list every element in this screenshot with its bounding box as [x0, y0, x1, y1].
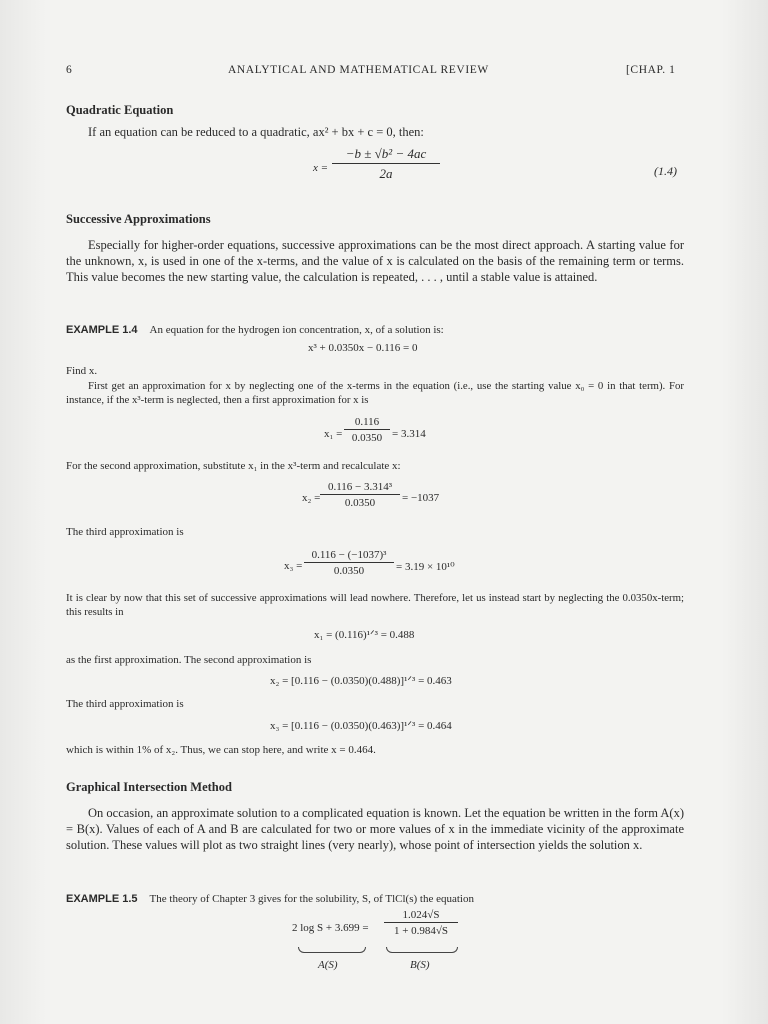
solubility-lhs: 2 log S + 3.699 = — [292, 922, 369, 934]
example-1-5-heading — [66, 889, 474, 907]
x2-numerator: 0.116 − 3.314³ — [320, 481, 400, 495]
right-underbrace — [386, 947, 458, 953]
x2-lhs: x₂ = — [302, 492, 321, 504]
alt-x3-equation: x₃ = [0.116 − (0.0350)(0.463)]¹ᐟ³ = 0.464 — [270, 720, 452, 732]
alt-x2-equation: x₂ = [0.116 − (0.0350)(0.488)]¹ᐟ³ = 0.463 — [270, 675, 452, 687]
x3-denominator: 0.0350 — [333, 565, 365, 577]
successive-paragraph: Especially for higher-order equations, successive approximations can be the most direct approach. A starting value for the unknown, x, is used in one of the x-terms, and the value of x is calculated on the basis of the remaining term or terms. This value becomes the new starting value, the calculation is repeated, . . . , until a stable value is attained. — [66, 238, 684, 285]
brace-label-b: B(S) — [410, 959, 430, 971]
quadratic-formula-fraction — [332, 146, 440, 182]
example-intro: An equation for the hydrogen ion concentration, x, of a solution is: — [149, 324, 444, 336]
page-number: 6 — [66, 64, 73, 76]
quadratic-lhs: x = — [313, 162, 329, 174]
example-1-4-heading — [66, 320, 444, 338]
x3-lhs: x₃ = — [284, 560, 303, 572]
find-x: Find x. — [66, 365, 98, 377]
solubility-numerator: 1.024√S — [384, 909, 458, 923]
alt-x1-equation: x₁ = (0.116)¹ᐟ³ = 0.488 — [314, 629, 415, 641]
graphical-paragraph: On occasion, an approximate solution to a complicated equation is known. Let the equation be written in the form A(x) = B(x). Values of each of A and B are calculated for two or more values of x in the immediate vicinity of the approximate solution. These values will plot as two straight lines (very nearly), whose point of intersection yields the solution x. — [66, 806, 684, 853]
quadratic-denominator: 2a — [379, 166, 393, 181]
x2-denominator: 0.0350 — [344, 497, 376, 509]
alt-first-text: as the first approximation. The second approximation is — [66, 654, 312, 666]
example-label: EXAMPLE 1.5 — [66, 893, 138, 905]
solubility-fraction — [384, 909, 458, 937]
x3-fraction — [304, 549, 394, 577]
left-underbrace — [298, 947, 366, 953]
x1-fraction — [344, 416, 390, 444]
running-title: ANALYTICAL AND MATHEMATICAL REVIEW — [228, 64, 489, 76]
solubility-denominator: 1 + 0.984√S — [393, 925, 449, 937]
section-heading-successive: Successive Approximations — [66, 212, 211, 226]
x3-rhs: = 3.19 × 10¹⁰ — [396, 561, 455, 573]
x3-numerator: 0.116 − (−1037)³ — [304, 549, 394, 563]
quadratic-intro: If an equation can be reduced to a quadratic, ax² + bx + c = 0, then: — [88, 125, 424, 139]
x2-fraction — [320, 481, 400, 509]
section-heading-quadratic: Quadratic Equation — [66, 103, 174, 117]
conclusion-text: which is within 1% of x₂. Thus, we can stop here, and write x = 0.464. — [66, 744, 376, 756]
chapter-label: [CHAP. 1 — [626, 64, 676, 76]
third-approximation-intro: The third approximation is — [66, 526, 184, 538]
quadratic-numerator: −b ± √b² − 4ac — [332, 146, 440, 164]
x2-rhs: = −1037 — [402, 492, 440, 504]
second-approximation-intro: For the second approximation, substitute x₁ in the x³-term and recalculate x: — [66, 460, 401, 472]
diverge-text: It is clear by now that this set of successive approximations will lead nowhere. Therefore, let us instead start by neglecting the 0.0350x-term; this results in — [66, 592, 684, 618]
brace-label-a: A(S) — [318, 959, 338, 971]
example-label: EXAMPLE 1.4 — [66, 324, 138, 336]
x1-numerator: 0.116 — [344, 416, 390, 430]
example-intro: The theory of Chapter 3 gives for the solubility, S, of TlCl(s) the equation — [149, 893, 474, 905]
alt-third-text: The third approximation is — [66, 698, 184, 710]
equation-number: (1.4) — [654, 164, 677, 178]
x1-rhs: = 3.314 — [392, 428, 426, 440]
section-heading-graphical: Graphical Intersection Method — [66, 780, 232, 794]
x1-denominator: 0.0350 — [351, 432, 383, 444]
first-approximation-text: First get an approximation for x by neglecting one of the x-terms in the equation (i.e., use the starting value x₀ = 0 in that term). For instance, if the x³-term is neglected, then a first approximation for x is — [66, 380, 684, 406]
x1-lhs: x₁ = — [324, 428, 343, 440]
hydrogen-ion-equation: x³ + 0.0350x − 0.116 = 0 — [308, 342, 418, 354]
